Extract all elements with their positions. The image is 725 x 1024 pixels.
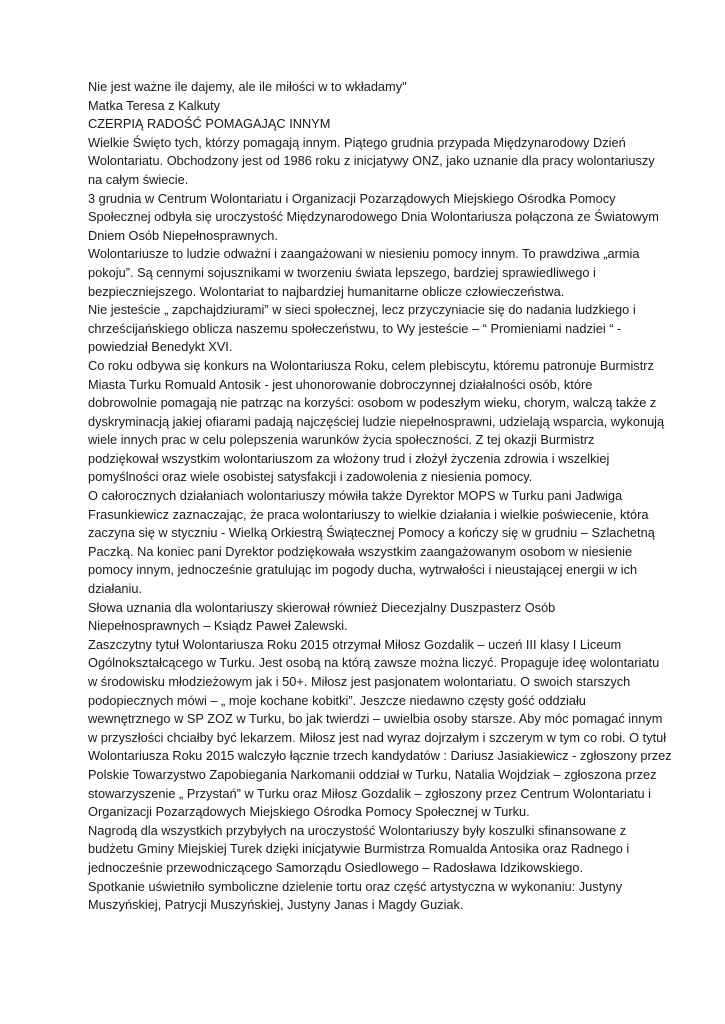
text-line: Wielkie Święto tych, którzy pomagają innym. Piątego grudnia przypada Międzynarodowy Dzień	[88, 134, 626, 150]
text-line: działaniu.	[88, 581, 143, 597]
text-line: Zaszczytny tytuł Wolontariusza Roku 2015 otrzymał Miłosz Gozdalik – uczeń III klasy I Liceum	[88, 636, 622, 652]
quote-attribution: Matka Teresa z Kalkuty	[88, 97, 221, 113]
text-line: Społecznej odbyła się uroczystość Międzynarodowego Dnia Wolontariusza połączona ze Światowym	[88, 209, 659, 225]
text-line: stowarzyszenie „ Przystań” w Turku oraz Miłosz Gozdalik – zgłoszony przez Centrum Wolontariatu i	[88, 785, 652, 801]
text-line: Paczką. Na koniec pani Dyrektor podziękowała wszystkim zaangażowanym osobom w niesienie	[88, 543, 633, 559]
text-line: jednocześnie przewodniczącego Samorządu Osiedlowego – Radosława Idzikowskiego.	[88, 859, 584, 875]
text-line: dyskryminacją jakiej ofiarami padają najczęściej ludzie niepełnosprawni, udzielają wsparcia, wykonują	[88, 413, 665, 429]
text-line: wiele innych prac w celu polepszenia warunków życia społeczności. Z tej okazji Burmistrz	[88, 432, 595, 448]
text-line: Miasta Turku Romuald Antosik - jest uhonorowanie dobroczynnej działalności osób, które	[88, 376, 593, 392]
text-line: podopiecznych mówi – „ moje kochane kobitki”. Jeszcze niedawno częsty gość oddziału	[88, 692, 586, 708]
text-line: Organizacji Pozarządowych Miejskiego Ośrodka Pomocy Społecznej w Turku.	[88, 804, 530, 820]
text-line: O całorocznych działaniach wolontariuszy mówiła także Dyrektor MOPS w Turku pani Jadwiga	[88, 488, 623, 504]
text-line: Słowa uznania dla wolontariuszy skierował również Diecezjalny Duszpasterz Osób	[88, 599, 556, 615]
text-line: bezpieczniejszego. Wolontariat to najbardziej humanitarne oblicze człowieczeństwa.	[88, 283, 565, 299]
text-line: w przyszłości chciałby być lekarzem. Miłosz jest nad wyraz dojrzałym i szczerym w tym co robi. O tytuł	[88, 729, 667, 745]
text-line: Nagrodą dla wszystkich przybyłych na uroczystość Wolontariuszy były koszulki sfinansowane z	[88, 822, 627, 838]
text-line: Wolontariusze to ludzie odważni i zaangażowani w niesieniu pomocy innym. To prawdziwa „armia	[88, 246, 640, 262]
text-line: dobrowolnie pomagają nie patrząc na korzyści: osobom w podeszłym wieku, chorym, walczą także z	[88, 395, 657, 411]
text-line: Nie jesteście „ zapchajdziurami” w sieci społecznej, lecz przyczyniacie się do nadania ludzkiego i	[88, 302, 636, 318]
text-line: Co roku odbywa się konkurs na Wolontariusza Roku, celem plebiscytu, któremu patronuje Burmistrz	[88, 357, 654, 373]
text-line: Spotkanie uświetniło symboliczne dzielenie tortu oraz część artystyczna w wykonaniu: Justyny	[88, 878, 623, 894]
text-line: Polskie Towarzystwo Zapobiegania Narkomanii oddział w Turku, Natalia Wojdziak – zgłoszona przez	[88, 766, 657, 782]
article-body	[88, 78, 672, 915]
text-line: wewnętrznego w SP ZOZ w Turku, bo jak twierdzi – uwielbia osoby starsze. Aby móc pomagać innym	[88, 711, 663, 727]
text-line: powiedział Benedykt XVI.	[88, 339, 233, 355]
text-line: Wolontariatu. Obchodzony jest od 1986 roku z inicjatywy ONZ, jako uznanie dla pracy wolontariuszy	[88, 153, 655, 169]
text-line: budżetu Gminy Miejskiej Turek dzięki inicjatywie Burmistrza Romualda Antosika oraz Radnego i	[88, 841, 630, 857]
text-line: na całym świecie.	[88, 171, 189, 187]
text-line: Muszyńskiej, Patrycji Muszyńskiej, Justyny Janas i Magdy Guziak.	[88, 897, 464, 913]
text-line: Wolontariusza Roku 2015 walczyło łącznie trzech kandydatów : Dariusz Jasiakiewicz - zgłoszony przez	[88, 748, 672, 764]
text-line: pomocy innym, jednocześnie gratulując im pogody ducha, wytrwałości i nieustającej energii w ich	[88, 562, 638, 578]
article-title: CZERPIĄ RADOŚĆ POMAGAJĄC INNYM	[88, 116, 331, 132]
text-line: pomyślności oraz wiele osobistej satysfakcji i zadowolenia z niesienia pomocy.	[88, 469, 533, 485]
text-line: pokoju”. Są cennymi sojusznikami w tworzeniu świata lepszego, bardziej sprawiedliwego i	[88, 264, 596, 280]
text-line: w środowisku młodzieżowym jak i 50+. Miłosz jest pasjonatem wolontariatu. O swoich starszych	[88, 674, 631, 689]
text-line: Dniem Osób Niepełnosprawnych.	[88, 227, 278, 243]
quote-line: Nie jest ważne ile dajemy, ale ile miłości w to wkładamy"	[88, 79, 407, 94]
text-line: chrześcijańskiego oblicza naszemu społeczeństwu, to Wy jesteście – “ Promieniami nadziei “ -	[88, 320, 622, 336]
text-line: Ogólnokształcącego w Turku. Jest osobą na którą zawsze można liczyć. Propaguje ideę wolontariatu	[88, 655, 660, 671]
text-line: podziękował wszystkim wolontariuszom za włożony trud i złożył życzenia zdrowia i wszelkiej	[88, 450, 610, 466]
text-line: zaczyna się w styczniu - Wielką Orkiestrą Świątecznej Pomocy a kończy się w grudniu – Szlachetną	[88, 525, 655, 541]
text-line: Frasunkiewicz zaznaczając, że praca wolontariuszy to wielkie działania i wielkie poświecenie, która	[88, 506, 649, 522]
text-line: 3 grudnia w Centrum Wolontariatu i Organizacji Pozarządowych Miejskiego Ośrodka Pomocy	[88, 190, 616, 206]
text-line: Niepełnosprawnych – Ksiądz Paweł Zalewski.	[88, 618, 348, 634]
